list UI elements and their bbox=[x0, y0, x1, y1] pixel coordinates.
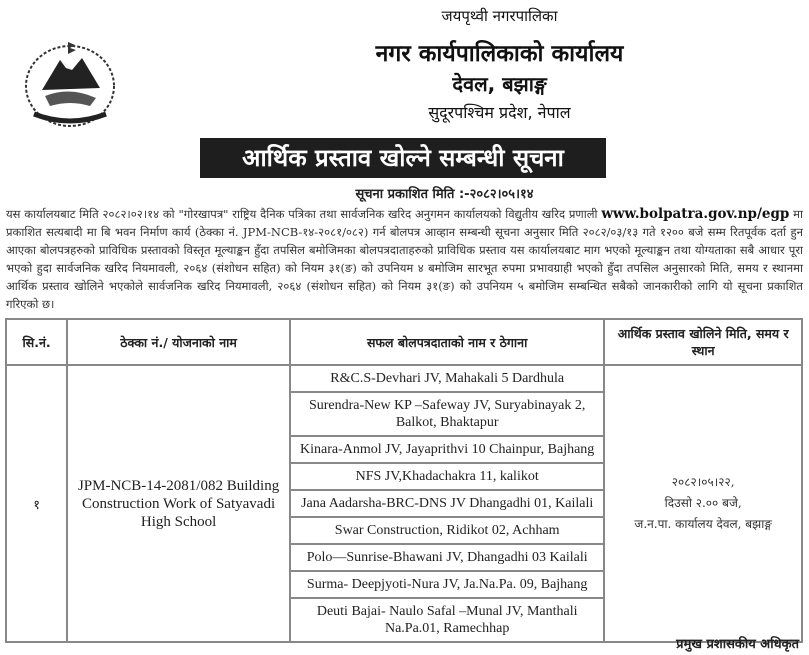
bidder-item: Deuti Bajai- Naulo Safal –Munal JV, Manthali Na.Pa.01, Ramechhap bbox=[316, 604, 578, 636]
bidder-item: Kinara-Anmol JV, Jayaprithvi 10 Chainpur, Bajhang bbox=[291, 437, 603, 464]
row-opening bbox=[604, 365, 802, 642]
notice-body bbox=[6, 205, 803, 313]
header-opening: आर्थिक प्रस्ताव खोलिने मिति, समय र स्थान bbox=[604, 319, 802, 365]
province-name: सुदूरपश्चिम प्रदेश, नेपाल bbox=[428, 103, 571, 122]
body-part-2: मा प्रकाशित सत्यबादी मा बि भवन निर्माण कार्य (ठेक्का नं. JPM-NCB-१४-२०८१/०८२) गर्न बोलपत्र आव्हान सम्बन्धी सूचना अनुसार मिति २०८२/०३/१३ गते १२०० बजे सम्म रितपूर्वक दर्ता हुन आएका बोलपत्रहरुको प्राविधिक प्रस्तावको विस्तृत मूल्याङ्कन हुँदा तपसिल बमोजिमका बोलपत्रदाताहरुको प्राविधिक प्रस्ताव यस कार्यालयबाट माग भएको मूल्याङ्कन तथा योग्यताका सबै आधार पूरा भएको हुदा सार्वजनिक खरिद नियमावली, २०६४ (संशोधन सहित) को नियम ३१(ङ) को उपनियम ४ बमोजिम सारभूत रुपमा प्रभावग्राही भएको हुँदा तपसिल अनुसारको मिति, समय र स्थानमा आर्थिक प्रस्ताव खोलिने भएकोले सार्वजनिक खरिद नियमावली, २०६४ (संशोधन सहित) को नियम ३१(ङ) को उपनियम ५ बमोजिम सम्बन्धित सबैको जानकारीको लागि यो सूचना प्रकाशित गरिएको छ। bbox=[6, 207, 804, 311]
tender-table bbox=[5, 318, 803, 643]
table-header-row bbox=[6, 319, 802, 365]
row-contract: JPM-NCB-14-2081/082 Building Construction Work of Satyavadi High School bbox=[67, 365, 290, 642]
office-name: नगर कार्यपालिकाको कार्यालय bbox=[375, 41, 624, 67]
bidder-item: Jana Aadarsha-BRC-DNS JV Dhangadhi 01, Kailali bbox=[291, 491, 603, 518]
table-row bbox=[6, 365, 802, 642]
row-bidders bbox=[290, 365, 604, 642]
municipality-name: जयपृथ्वी नगरपालिका bbox=[441, 7, 558, 25]
row-sn: १ bbox=[6, 365, 67, 642]
header-sn: सि.नं. bbox=[6, 319, 67, 365]
signatory-title: प्रमुख प्रशासकीय अधिकृत bbox=[676, 637, 799, 652]
header-contract: ठेक्का नं./ योजनाको नाम bbox=[67, 319, 290, 365]
published-date bbox=[0, 184, 809, 202]
header-bidders: सफल बोलपत्रदाताको नाम र ठेगाना bbox=[290, 319, 604, 365]
bolpatra-link[interactable]: www.bolpatra.gov.np/egp bbox=[601, 206, 790, 222]
bidder-item: R&C.S-Devhari JV, Mahakali 5 Dardhula bbox=[291, 366, 603, 393]
bidder-item: Surendra-New KP –Safeway JV, Suryabinayak 2, Balkot, Bhaktapur bbox=[291, 393, 603, 437]
notice-title: आर्थिक प्रस्ताव खोल्ने सम्बन्धी सूचना bbox=[200, 138, 606, 178]
bidder-item: Swar Construction, Ridikot 02, Achham bbox=[291, 518, 603, 545]
published-date-value: २०८२।०५।१४ bbox=[469, 187, 534, 202]
opening-place: ज.न.पा. कार्यालय देवल, बझाङ्ग bbox=[634, 517, 772, 531]
opening-time: दिउसो २.०० बजे, bbox=[664, 496, 742, 510]
bidder-item: NFS JV,Khadachakra 11, kalikot bbox=[291, 464, 603, 491]
bidder-item: Polo—Sunrise-Bhawani JV, Dhangadhi 03 Kailali bbox=[291, 545, 603, 572]
office-location: देवल, बझाङ्ग bbox=[452, 72, 547, 96]
bidder-item: Surma- Deepjyoti-Nura JV, Ja.Na.Pa. 09, Bajhang bbox=[291, 572, 603, 599]
opening-date: २०८२।०५।२२, bbox=[671, 475, 735, 489]
published-date-label: सूचना प्रकाशित मिति :- bbox=[355, 187, 470, 202]
body-part-1: यस कार्यालयबाट मिति २०८२।०२।१४ को "गोरखापत्र" राष्ट्रिय दैनिक पत्रिका तथा सार्वजनिक खरिद अनुगमन कार्यालयको विद्युतीय खरिद प्रणाली bbox=[6, 207, 598, 221]
